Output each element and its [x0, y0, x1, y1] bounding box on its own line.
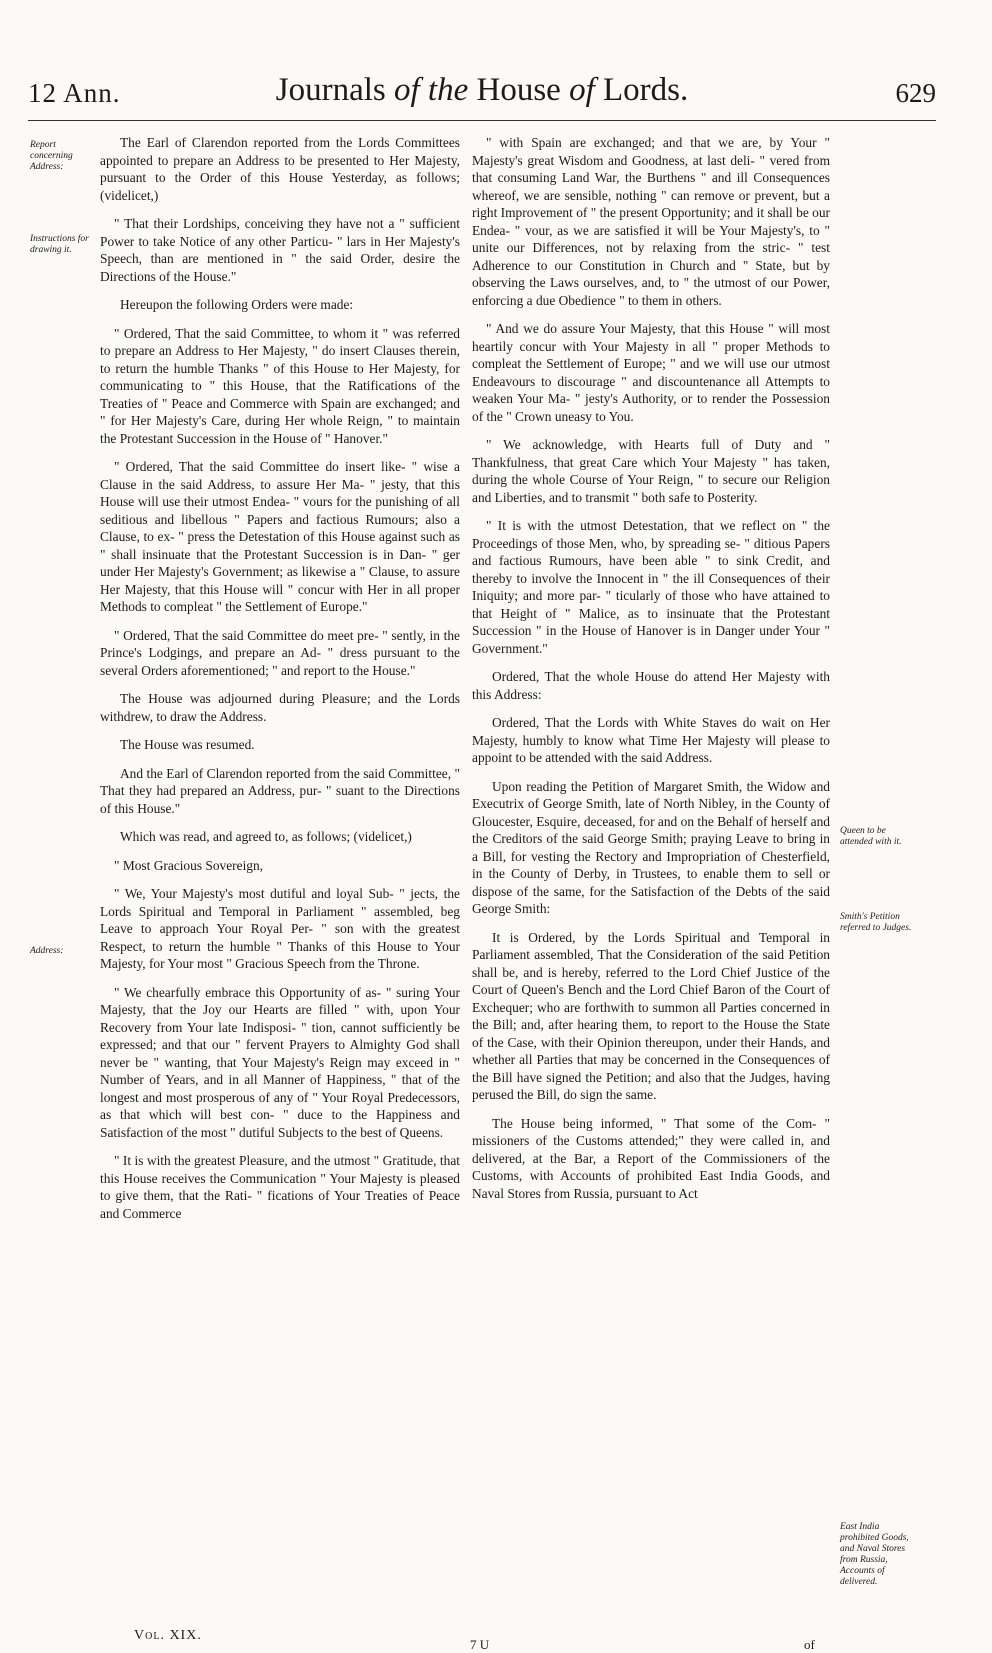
- paragraph: The House was resumed.: [120, 737, 255, 752]
- paragraph: " We, Your Majesty's most dutiful and loyal Sub- " jects, the Lords Spiritual and Temporal in Parliament " assembled, beg Leave to approach Your Royal Per- " son with the greatest Respect, to return the humble " Thanks of this House to Your Majesty, for Your most " Gracious Speech from the Throne.: [100, 886, 460, 971]
- right-column: [472, 134, 830, 1213]
- volume-label: Vol. XIX.: [134, 1628, 202, 1643]
- paragraph: Which was read, and agreed to, as follows; (videlicet,): [120, 829, 412, 844]
- running-title: Journals of the House of Lords.: [275, 72, 689, 108]
- paragraph: " And we do assure Your Majesty, that this House " will most heartily concur with Your Majesty in all " proper Methods to compleat the Settlement of Europe; " and we will use our utmost Endeavours to discourage " and discountenance all Attempts to weaken Your Ma- " jesty's Authority, or to render the Possession of the " Crown uneasy to You.: [472, 321, 830, 424]
- header-rule: [28, 120, 936, 121]
- paragraph: " Ordered, That the said Committee do meet pre- " sently, in the Prince's Lodgings, and prepare an Ad- " dress pursuant to the several Orders aforementioned; " and report to the House.": [100, 627, 460, 678]
- page-number: 629: [895, 78, 936, 108]
- paragraph: " Ordered, That the said Committee do insert like- " wise a Clause in the said Address, to assure Her Ma- " jesty, that this House will use their utmost Endea- " vours for the punishing of all seditious and libellous " Papers and factious Rumours; also a Clause, to ex- " press the Detestation of this House against such as " shall insinuate that the Protestant Succession is in Dan- " ger under Her Majesty's Government; as likewise a " Clause, to assure Her Majesty, that this House will " concur with Her in all proper Methods to compleat " the Settlement of Europe.": [100, 459, 460, 614]
- margin-note-queen: Queen to be attended with it.: [840, 826, 902, 847]
- paragraph: It is Ordered, by the Lords Spiritual and Temporal in Parliament assembled, That the Consideration of the said Petition shall be, and is hereby, referred to the Lord Chief Justice of the Court of Queen's Bench and the Lord Chief Baron of the Court of Exchequer; who are forthwith to summon all Parties concerned in the Bill; and, after hearing them, to report to the House the State of the Case, with their Opinion thereupon, under their Hands, and whether all Parties that may be concerned in the Consequences of the Bill have signed the Petition; and also that the Judges, having perused the Bill, do sign the same.: [472, 929, 830, 1102]
- margin-note-address: Address:: [30, 946, 64, 956]
- margin-note-report: Report concerning Address:: [30, 140, 73, 172]
- catchword: of: [804, 1637, 815, 1652]
- paragraph: Upon reading the Petition of Margaret Smith, the Widow and Executrix of George Smith, late of North Nibley, in the County of Gloucester, Esquire, deceased, for and on the Behalf of herself and the Creditors of the said George Smith; praying Leave to bring in a Bill, for vesting the Rectory and Impropriation of Chesterfield, in the County of Derby, in Trustees, to enable them to sell or dispose of the same, for the Satisfaction of the Debts of the said George Smith:: [472, 778, 830, 916]
- paragraph: " We chearfully embrace this Opportunity of as- " suring Your Majesty, that the Joy our Hearts are filled " with, upon Your Recovery from Your late Indisposi- " tion, cannot sufficiently be expressed; and that our " fervent Prayers to Almighty God shall never be " wanting, that Your Majesty's Reign may exceed in " Number of Years, and in all Manner of Happiness, " that of the longest and most prosperous of any of " Your Royal Predecessors, as that which will best con- " duce to the Happiness and Satisfaction of the most " dutiful Subjects to the best of Queens.: [100, 984, 460, 1140]
- paragraph: Ordered, That the whole House do attend Her Majesty with this Address:: [472, 669, 830, 702]
- margin-note-instructions: Instructions for drawing it.: [30, 234, 89, 255]
- paragraph: The House being informed, " That some of the Com- " missioners of the Customs attended;" they were called in, and delivered, at the Bar, a Report of the Commissioners of the Customs, with Accounts of prohibited East India Goods, and Naval Stores from Russia, pursuant to Act: [472, 1115, 830, 1201]
- paragraph: " We acknowledge, with Hearts full of Duty and " Thankfulness, that great Care which Your Majesty " has taken, during the whole Course of Your Reign, " to secure our Religion and Liberties, and to transmit " both safe to Posterity.: [472, 437, 830, 505]
- margin-note-smith: Smith's Petition referred to Judges.: [840, 912, 912, 933]
- paragraph: " It is with the utmost Detestation, that we reflect on " the Proceedings of those Men, who, by spreading se- " ditious Papers and factious Rumours, have been able " to sink Credit, and thereby to involve the Innocent in " the ill Consequences of their Iniquity; and more par- " ticularly of those who have attained to that Height of " Malice, as to insinuate that the Protestant Succession " in the House of Hanover is in Danger under Your " Government.": [472, 518, 830, 656]
- paragraph: The Earl of Clarendon reported from the Lords Committees appointed to prepare an Address to be presented to Her Majesty, pursuant to the Order of this House Yesterday, as follows; (videlicet,): [100, 135, 460, 203]
- left-column: [100, 134, 460, 1233]
- paragraph: Ordered, That the Lords with White Staves do wait on Her Majesty, humbly to know what Time Her Majesty will please to appoint to be attended with the said Address.: [472, 715, 830, 765]
- paragraph: " with Spain are exchanged; and that we are, by Your " Majesty's great Wisdom and Goodness, at last deli- " vered from that consuming Land War, the Burthens " and ill Consequences whereof, we are sensible, nothing " can remove or prevent, but a right Improvement of " the present Opportunity; and it shall be our Endea- " vour, as we are satisfied it will be Your Majesty's, to " unite our Differences, not by relaxing from the stric- " test Adherence to our Constitution in Church and " State, but by observing the Laws ourselves, and, to " the utmost of our Power, enforcing a due Obedience " to them in others.: [472, 135, 830, 308]
- paragraph: The House was adjourned during Pleasure; and the Lords withdrew, to draw the Address.: [100, 691, 460, 724]
- paragraph: " That their Lordships, conceiving they have not a " sufficient Power to take Notice of any other Particu- " lars in Her Majesty's Speech, than are mentioned in " the said Order, desire the Directions of the House.": [100, 216, 460, 284]
- paragraph: " Ordered, That the said Committee, to whom it " was referred to prepare an Address to Her Majesty, " do insert Clauses therein, to return the humble Thanks " of this House to Her Majesty, for communicating to " this House, that the Ratifications of the Treaties of " Peace and Commerce with Spain are exchanged; and " for Her Majesty's Care, during Her whole Reign, " to maintain the Protestant Succession in the House of " Hanover.": [100, 325, 460, 446]
- page-header: [28, 72, 936, 116]
- paragraph: Hereupon the following Orders were made:: [120, 297, 354, 312]
- margin-note-east-india: East India prohibited Goods, and Naval Stores from Russia, Accounts of delivered.: [840, 1522, 909, 1587]
- signature-mark: 7 U: [470, 1637, 490, 1652]
- paragraph: " Most Gracious Sovereign,: [114, 857, 264, 873]
- paragraph: " It is with the greatest Pleasure, and the utmost " Gratitude, that this House receives the Communication " Your Majesty is pleased to give them, that the Rati- " fications of Your Treaties of Peace and Commerce: [100, 1153, 460, 1221]
- paragraph: And the Earl of Clarendon reported from the said Committee, " That they had prepared an Address, pur- " suant to the Directions of this House.": [100, 765, 460, 816]
- regnal-year: 12 Ann.: [28, 78, 121, 108]
